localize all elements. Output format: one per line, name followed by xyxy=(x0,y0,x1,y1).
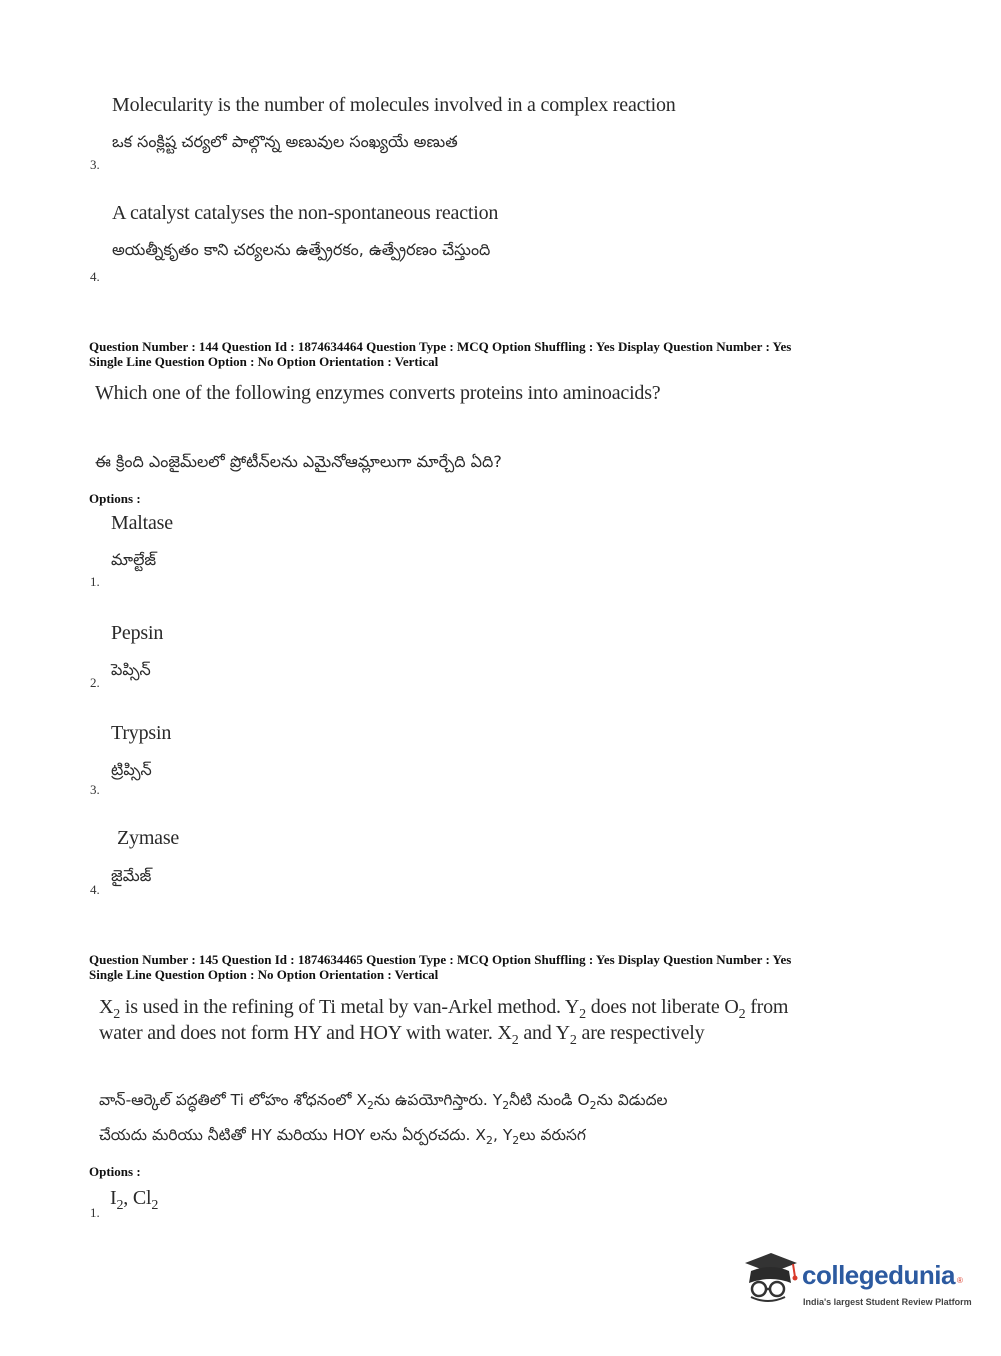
q144-option-4-en: Zymase xyxy=(117,827,180,849)
q144-option-1-te: మాల్టేజ్ xyxy=(111,550,157,569)
collegedunia-mascot-icon xyxy=(741,1249,799,1307)
q145-option-1-number: 1. xyxy=(90,1205,100,1220)
q144-meta-line-1: Question Number : 144 Question Id : 1874634464 Question Type : MCQ Option Shuffling : Yes Display Question Number : Yes xyxy=(89,339,792,354)
q144-option-2-te: పెప్సిన్ xyxy=(111,660,151,679)
q145-options-label: Options : xyxy=(89,1164,141,1179)
q145-question-en-line-2: water and does not form HY and HOY with water. $X_2$ and $Y_2$ are respectively xyxy=(99,1022,705,1048)
q144-option-3-te: ట్రిప్సిన్ xyxy=(111,760,152,779)
q144-option-1-en: Maltase xyxy=(111,512,173,534)
q144-option-2-number: 2. xyxy=(90,675,100,690)
q144-option-3-number: 3. xyxy=(90,782,100,797)
q144-option-1-number: 1. xyxy=(90,574,100,589)
q144-option-4-te: జైమేజ్ xyxy=(111,866,152,885)
q144-option-4-number: 4. xyxy=(90,882,100,897)
q145-question-te-line-2: చేయదు మరియు నీటితో HY మరియు HOY లను ఏర్పరచదు. $X_2$, $Y_2లు$ వరుసగ xyxy=(99,1126,586,1147)
prev-option-3-en: Molecularity is the number of molecules involved in a complex reaction xyxy=(112,94,676,116)
prev-option-4-number: 4. xyxy=(90,269,100,284)
q144-option-3-en: Trypsin xyxy=(111,722,172,744)
prev-option-3-number: 3. xyxy=(90,157,100,172)
q145-question-te-line-1: వాన్-ఆర్కెల్ పద్ధతిలో Ti లోహం శోధనంలో $X_2ను$ ఉపయోగిస్తారు. $Y_2నీటి$ నుండి $O_2ను$ విడుదల xyxy=(99,1091,668,1112)
q145-meta-line-2: Single Line Question Option : No Option Orientation : Vertical xyxy=(89,967,439,982)
brand-trademark: ® xyxy=(957,1276,963,1285)
q144-question-te: ఈ క్రింది ఎంజైమ్‌లలో ప్రోటీన్‌లను ఎమైనోఆమ్లాలుగా మార్చేది ఏది? xyxy=(95,452,502,471)
q144-option-2-en: Pepsin xyxy=(111,622,164,644)
q144-question-en: Which one of the following enzymes converts proteins into aminoacids? xyxy=(95,382,661,404)
brand-tagline: India's largest Student Review Platform xyxy=(803,1297,972,1307)
brand-name: collegedunia xyxy=(802,1260,955,1290)
q144-meta-line-2: Single Line Question Option : No Option Orientation : Vertical xyxy=(89,354,439,369)
q145-meta-line-1: Question Number : 145 Question Id : 1874634465 Question Type : MCQ Option Shuffling : Yes Display Question Number : Yes xyxy=(89,952,792,967)
q145-question-en-line-1: $X_2$ is used in the refining of Ti metal by van-Arkel method. $Y_2$ does not liberate $O_2$ from xyxy=(99,996,789,1022)
q145-option-1-text: $I_2$, $Cl_2$ xyxy=(110,1187,159,1213)
q144-options-label: Options : xyxy=(89,491,141,506)
prev-option-4-en: A catalyst catalyses the non-spontaneous reaction xyxy=(112,202,499,224)
prev-option-3-te: ఒక సంక్లిష్ట చర్యలో పాల్గొన్న అణువుల సంఖ్యయే అణుత xyxy=(112,132,458,151)
prev-option-4-te: అయత్నీకృతం కాని చర్యలను ఉత్ప్రేరకం, ఉత్ప్రేరణం చేస్తుంది xyxy=(112,240,491,259)
